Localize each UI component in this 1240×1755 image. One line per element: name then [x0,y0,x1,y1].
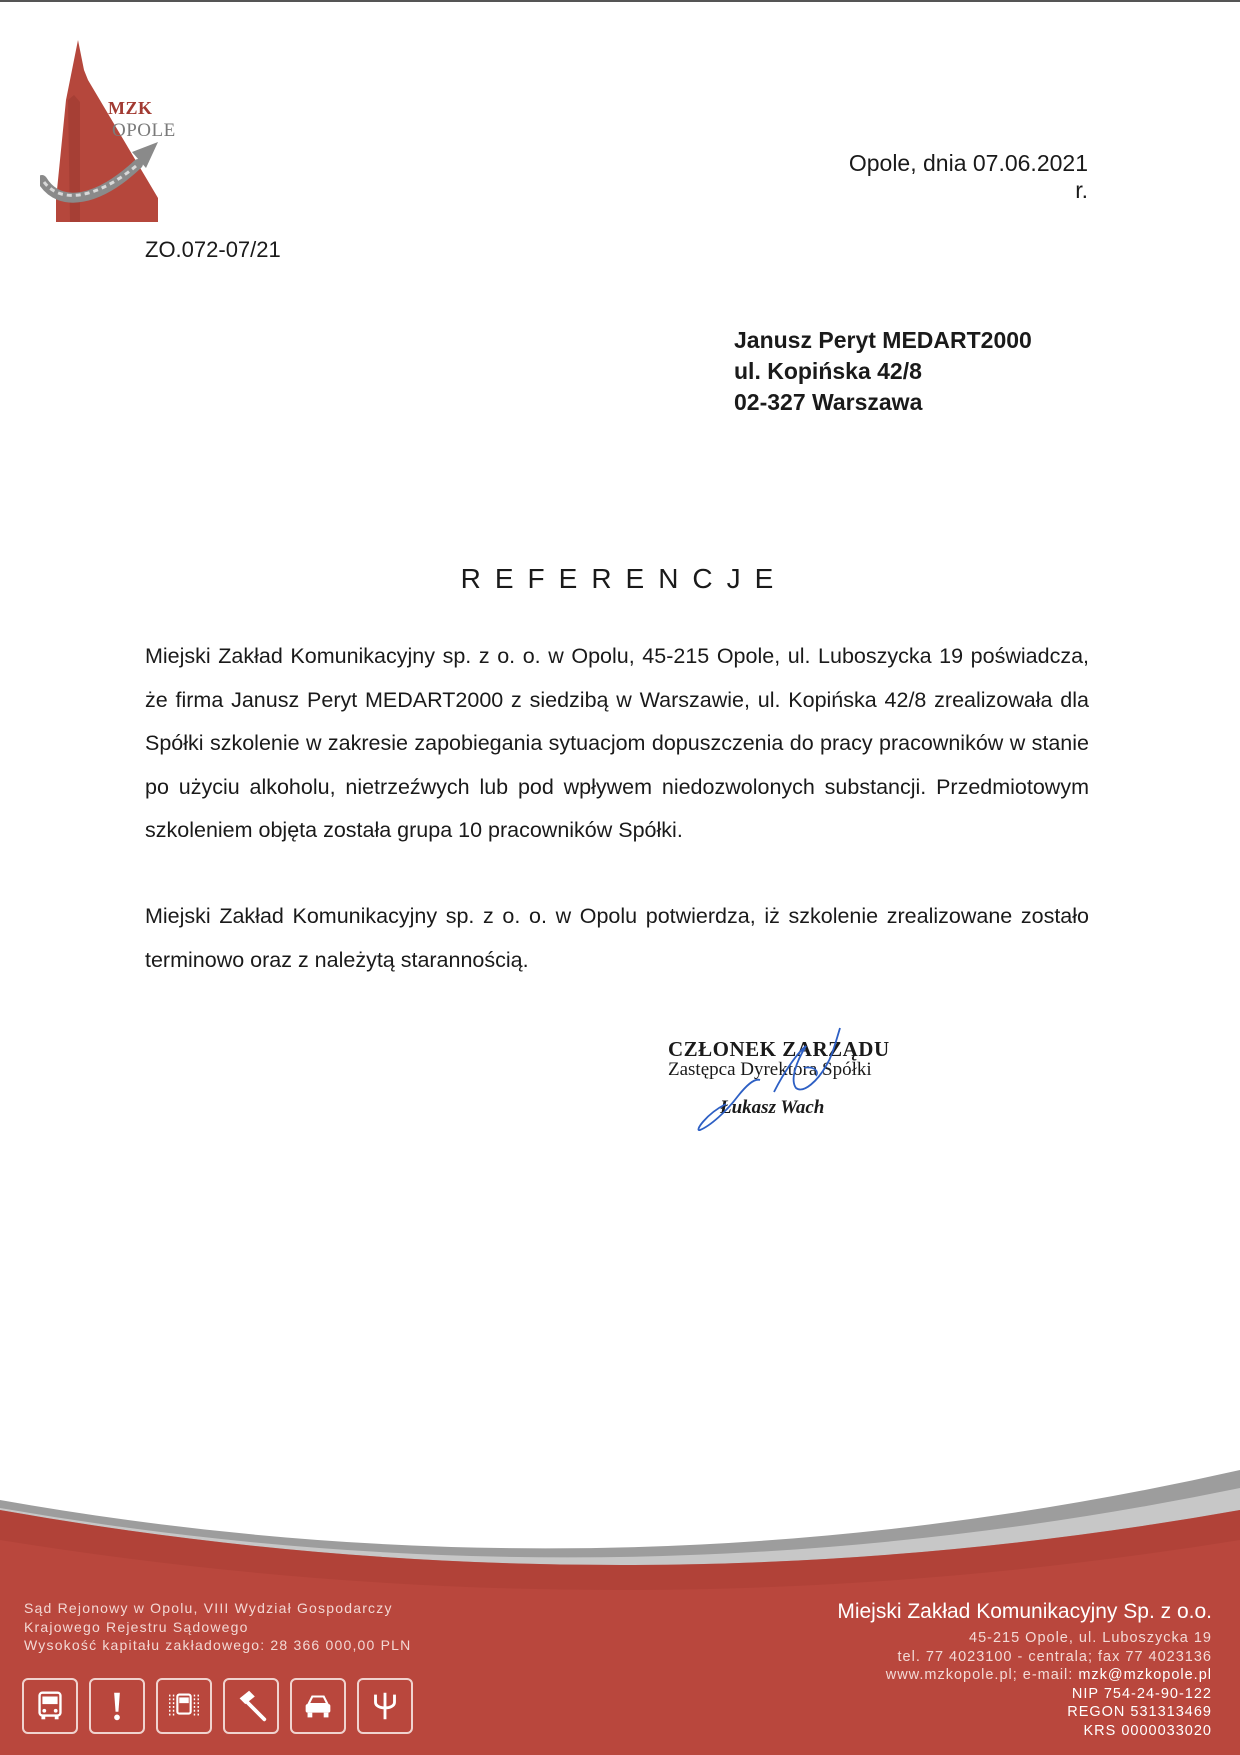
footer-regon: REGON 531313469 [1067,1704,1212,1720]
letter-date: Opole, dnia 07.06.2021 r. [848,150,1088,203]
top-border-line [0,0,1240,2]
body-paragraph-1: Miejski Zakład Komunikacyjny sp. z o. o. w Opolu, 45-215 Opole, ul. Luboszycka 19 poświadcza, że firma Janusz Peryt MEDART2000 z siedzibą w Warszawie, ul. Kopińska 42/8 zrealizowała dla Spółki szkolenie w zakresie zapobiegania sytuacjom dopuszczenia do pracy pracowników w stanie po użyciu alkoholu, nietrzeźwych lub pod wpływem niedozwolonych substancji. Przedmiotowym szkoleniem objęta została grupa 10 pracowników Spółki. [145,644,1089,842]
footer-krs: KRS 0000033020 [1083,1722,1212,1739]
footer-court-line1: Sąd Rejonowy w Opolu, VIII Wydział Gospodarczy [24,1600,393,1616]
footer-phone: tel. 77 4023100 - centrala; fax 77 4023136 [897,1648,1212,1665]
footer-court-info [24,1599,411,1655]
reference-number: ZO.072-07/21 [145,237,281,262]
recipient-street: ul. Kopińska 42/8 [734,358,922,384]
logo-opole-text: OPOLE [112,120,176,141]
signatory-subtitle: Zastępca Dyrektora Spółki [668,1059,872,1080]
recipient-city: 02-327 Warszawa [734,389,923,415]
logo-mzk-text: MZK [108,98,153,118]
footer-court-line2: Krajowego Rejestru Sądowego [24,1618,249,1635]
footer-nip: NIP 754-24-90-122 [1071,1685,1212,1702]
bus-washing-icon [156,1678,212,1734]
footer-website: www.mzkopole.pl; e-mail: [885,1667,1079,1683]
recipient-address [734,325,1032,418]
psi-icon [357,1678,413,1734]
body-paragraph-2: Miejski Zakład Komunikacyjny sp. z o. o. w Opolu potwierdza, iż szkolenie zrealizowane zostało terminowo oraz z należytą starannością. [145,904,1089,972]
mzk-logo [40,40,200,222]
recipient-name: Janusz Peryt MEDART2000 [734,327,1032,353]
footer-company-suffix: Sp. z o.o. [1117,1600,1212,1623]
footer-web-email [740,1666,1212,1685]
handwritten-signature [686,1022,876,1134]
bus-icon [22,1678,78,1734]
footer-email-link[interactable]: mzk@mzkopole.pl [1078,1667,1212,1683]
warning-icon [89,1678,145,1734]
signatory-role: CZŁONEK ZARZĄDU [668,1037,890,1061]
footer-address: 45-215 Opole, ul. Luboszycka 19 [969,1630,1212,1646]
car-icon [290,1678,346,1734]
hammer-icon [223,1678,279,1734]
footer-capital: Wysokość kapitału zakładowego: 28 366 000,00 PLN [24,1637,412,1653]
signatory-name: Łukasz Wach [720,1097,825,1118]
footer-company-title [740,1598,1212,1626]
document-title: REFERENCJE [460,563,788,594]
footer-company-info [740,1598,1212,1740]
footer-company-name: Miejski Zakład Komunikacyjny [837,1600,1118,1623]
